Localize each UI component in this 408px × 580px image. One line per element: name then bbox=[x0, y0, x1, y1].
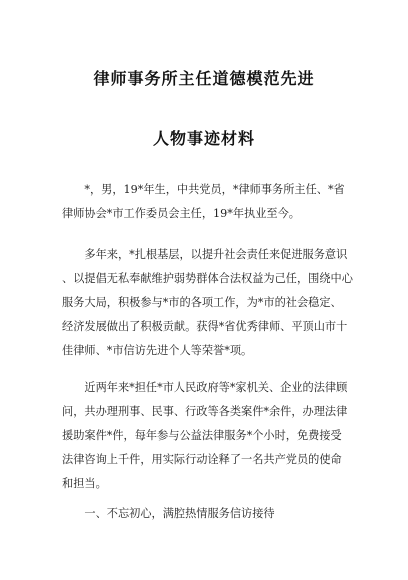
text-line: 法律咨询上千件，用实际行动诠释了一名共产党员的使命 bbox=[62, 453, 342, 466]
text-line: 、以提倡无私奉献维护弱势群体合法权益为己任，围绕中心 bbox=[62, 272, 353, 285]
text-line: 律师协会*市工作委员会主任，19*年执业至今。 bbox=[62, 207, 300, 220]
document-title-line-1: 律师事务所主任道德模范先进 bbox=[93, 69, 315, 88]
text-line: 佳律师、*市信访先进个人等荣誉*项。 bbox=[62, 344, 253, 357]
text-line: *，男，19*年生，中共党员，*律师事务所主任、*省 bbox=[62, 183, 345, 196]
document-title-line-2: 人物事迹材料 bbox=[152, 129, 255, 148]
paragraph-achievements bbox=[62, 243, 352, 363]
text-line: 经济发展做出了积极贡献。获得*省优秀律师、平顶山市十 bbox=[62, 320, 348, 333]
section-heading-1 bbox=[62, 502, 352, 526]
text-line: 近两年来*担任*市人民政府等*家机关、企业的法律顾 bbox=[62, 381, 348, 394]
text-line: 问，共办理刑事、民事、行政等各类案件*余件，办理法律 bbox=[62, 405, 348, 418]
paragraph-personal-info bbox=[62, 178, 352, 226]
text-line: 一、不忘初心，满腔热情服务信访接待 bbox=[62, 507, 275, 520]
text-line: 服务大局，积极参与*市的各项工作，为*市的社会稳定、 bbox=[62, 296, 342, 309]
text-line: 援助案件*件，每年参与公益法律服务*个小时，免费接受 bbox=[62, 429, 342, 442]
text-line: 和担当。 bbox=[62, 477, 107, 490]
paragraph-recent-work bbox=[62, 376, 352, 496]
text-line: 多年来，*扎根基层，以提升社会责任来促进服务意识 bbox=[62, 248, 348, 261]
